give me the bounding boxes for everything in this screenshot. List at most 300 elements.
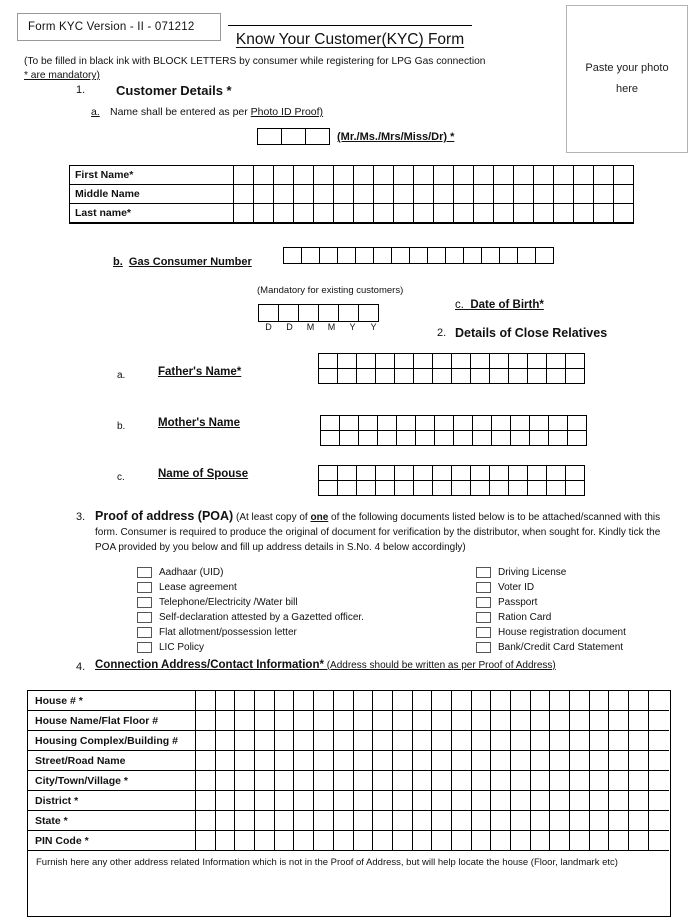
address-box[interactable] [472,771,492,791]
address-box[interactable] [393,751,413,771]
address-box[interactable] [294,731,314,751]
address-box[interactable] [334,731,354,751]
address-box[interactable] [196,711,216,731]
address-box[interactable] [432,711,452,731]
relative-name-box[interactable] [508,465,528,481]
address-box[interactable] [570,771,590,791]
name-box[interactable] [354,204,374,223]
poa-option-right[interactable] [476,625,626,640]
name-box[interactable] [514,166,534,185]
address-box[interactable] [354,831,374,851]
poa-option-left[interactable] [137,625,364,640]
address-box[interactable] [432,731,452,751]
name-box[interactable] [274,185,294,204]
address-box[interactable] [570,811,590,831]
name-box[interactable] [594,204,614,223]
address-box[interactable] [511,771,531,791]
relative-name-box[interactable] [413,465,433,481]
address-box[interactable] [472,751,492,771]
poa-option-right[interactable] [476,640,626,655]
gas-consumer-number-box[interactable] [517,247,536,264]
name-box[interactable] [234,204,254,223]
name-box[interactable] [314,204,334,223]
address-box[interactable] [649,691,669,711]
address-box[interactable] [413,831,433,851]
address-box[interactable] [491,691,511,711]
relative-name-box[interactable] [489,368,509,384]
address-box[interactable] [354,751,374,771]
address-box[interactable] [649,751,669,771]
address-box[interactable] [196,831,216,851]
date-of-birth-box[interactable] [358,304,379,322]
name-box[interactable] [394,166,414,185]
name-box[interactable] [314,185,334,204]
relative-name-box[interactable] [451,465,471,481]
relative-name-box[interactable] [432,465,452,481]
relative-name-box[interactable] [394,465,414,481]
relative-name-box[interactable] [508,368,528,384]
relative-name-box[interactable] [453,415,473,431]
address-box[interactable] [255,691,275,711]
date-of-birth-box[interactable] [338,304,359,322]
address-table-row-boxes[interactable] [196,771,669,791]
address-box[interactable] [609,751,629,771]
gas-consumer-number-box[interactable] [445,247,464,264]
name-box[interactable] [274,204,294,223]
address-box[interactable] [452,711,472,731]
address-table-row-boxes[interactable] [196,711,669,731]
name-box[interactable] [594,166,614,185]
relative-name-box[interactable] [413,480,433,496]
relative-name-box[interactable] [548,415,568,431]
address-box[interactable] [294,711,314,731]
checkbox-icon[interactable] [476,627,491,638]
address-box[interactable] [275,731,295,751]
address-box[interactable] [570,751,590,771]
gas-consumer-number-box[interactable] [427,247,446,264]
poa-option-left[interactable] [137,565,364,580]
address-box[interactable] [609,691,629,711]
relative-name-box[interactable] [377,415,397,431]
relative-name-box[interactable] [470,480,490,496]
address-box[interactable] [452,771,472,791]
relative-name-box[interactable] [415,415,435,431]
address-box[interactable] [511,791,531,811]
address-box[interactable] [472,711,492,731]
gas-consumer-number-box[interactable] [481,247,500,264]
address-box[interactable] [196,771,216,791]
relative-name-box[interactable] [567,415,587,431]
address-box[interactable] [314,751,334,771]
name-box[interactable] [454,166,474,185]
poa-option-left[interactable] [137,595,364,610]
relative-name-box[interactable] [508,480,528,496]
gas-consumer-number-box[interactable] [499,247,518,264]
address-box[interactable] [511,831,531,851]
address-box[interactable] [413,771,433,791]
address-box[interactable] [590,791,610,811]
relative-name-box[interactable] [510,430,530,446]
address-box[interactable] [629,751,649,771]
address-box[interactable] [472,831,492,851]
relative-name-box[interactable] [377,430,397,446]
relative-name-box[interactable] [396,430,416,446]
address-box[interactable] [590,771,610,791]
relative-name-box[interactable] [510,415,530,431]
address-box[interactable] [393,791,413,811]
name-box[interactable] [354,185,374,204]
relative-name-box[interactable] [318,465,338,481]
address-box[interactable] [216,711,236,731]
relative-name-box[interactable] [320,415,340,431]
checkbox-icon[interactable] [476,567,491,578]
address-box[interactable] [531,751,551,771]
name-table-row-boxes[interactable] [234,185,634,204]
name-box[interactable] [434,166,454,185]
relative-name-box[interactable] [413,368,433,384]
gas-consumer-number-box[interactable] [355,247,374,264]
address-box[interactable] [511,811,531,831]
address-box[interactable] [255,811,275,831]
address-table-row-boxes[interactable] [196,791,669,811]
name-box[interactable] [614,204,634,223]
relative-name-box[interactable] [567,430,587,446]
address-box[interactable] [294,811,314,831]
relative-name-box[interactable] [546,353,566,369]
relative-name-box[interactable] [337,465,357,481]
address-table-row-boxes[interactable] [196,691,669,711]
name-box[interactable] [594,185,614,204]
address-box[interactable] [550,831,570,851]
address-box[interactable] [590,711,610,731]
address-box[interactable] [255,791,275,811]
address-box[interactable] [314,831,334,851]
address-box[interactable] [491,751,511,771]
relative-name-box[interactable] [375,353,395,369]
relative-name-box[interactable] [375,480,395,496]
address-box[interactable] [196,731,216,751]
address-box[interactable] [491,731,511,751]
date-of-birth-boxes[interactable] [258,304,379,322]
address-box[interactable] [275,811,295,831]
address-box[interactable] [452,811,472,831]
checkbox-icon[interactable] [476,597,491,608]
relative-name-box[interactable] [318,368,338,384]
address-box[interactable] [314,711,334,731]
relative-name-box[interactable] [470,465,490,481]
address-box[interactable] [255,771,275,791]
relative-name-box[interactable] [394,353,414,369]
relative-name-box[interactable] [320,430,340,446]
address-box[interactable] [235,691,255,711]
gas-consumer-number-box[interactable] [319,247,338,264]
address-box[interactable] [452,791,472,811]
name-box[interactable] [554,185,574,204]
name-box[interactable] [414,204,434,223]
address-box[interactable] [629,691,649,711]
name-box[interactable] [614,185,634,204]
gas-consumer-number-box[interactable] [391,247,410,264]
name-box[interactable] [334,204,354,223]
name-box[interactable] [474,185,494,204]
address-box[interactable] [373,791,393,811]
name-box[interactable] [474,204,494,223]
gas-consumer-number-box[interactable] [373,247,392,264]
address-box[interactable] [531,811,551,831]
address-box[interactable] [294,691,314,711]
address-box[interactable] [649,811,669,831]
date-of-birth-box[interactable] [298,304,319,322]
gas-consumer-number-box[interactable] [337,247,356,264]
name-box[interactable] [474,166,494,185]
name-box[interactable] [374,185,394,204]
address-box[interactable] [235,831,255,851]
address-box[interactable] [413,811,433,831]
checkbox-icon[interactable] [137,597,152,608]
address-box[interactable] [550,791,570,811]
address-box[interactable] [649,711,669,731]
address-box[interactable] [550,731,570,751]
address-box[interactable] [531,831,551,851]
address-box[interactable] [235,771,255,791]
address-box[interactable] [314,731,334,751]
address-box[interactable] [491,831,511,851]
address-table-row-boxes[interactable] [196,731,669,751]
address-box[interactable] [354,711,374,731]
relative-name-box[interactable] [453,430,473,446]
address-box[interactable] [255,711,275,731]
poa-option-left[interactable] [137,580,364,595]
mother-name-boxes[interactable] [320,415,587,446]
address-box[interactable] [294,751,314,771]
address-box[interactable] [314,771,334,791]
relative-name-box[interactable] [434,415,454,431]
name-box[interactable] [374,166,394,185]
relative-name-box[interactable] [565,465,585,481]
address-box[interactable] [472,731,492,751]
relative-name-box[interactable] [527,480,547,496]
address-box[interactable] [432,751,452,771]
father-name-boxes[interactable] [318,353,585,384]
address-footer-note[interactable]: Furnish here any other address related Information which is not in the Proof of Address, but will help locate the house (Floor, landmark etc) [36,857,618,868]
address-box[interactable] [609,711,629,731]
name-box[interactable] [614,166,634,185]
address-box[interactable] [472,691,492,711]
name-box[interactable] [274,166,294,185]
address-box[interactable] [275,791,295,811]
address-box[interactable] [649,731,669,751]
address-box[interactable] [570,711,590,731]
address-box[interactable] [393,771,413,791]
address-box[interactable] [275,711,295,731]
name-box[interactable] [394,204,414,223]
address-box[interactable] [334,711,354,731]
relative-name-box[interactable] [451,480,471,496]
checkbox-icon[interactable] [137,582,152,593]
address-box[interactable] [334,691,354,711]
address-box[interactable] [393,711,413,731]
checkbox-icon[interactable] [137,612,152,623]
address-box[interactable] [550,711,570,731]
checkbox-icon[interactable] [476,642,491,653]
address-box[interactable] [491,711,511,731]
address-box[interactable] [354,791,374,811]
relative-name-box[interactable] [394,480,414,496]
address-box[interactable] [314,791,334,811]
relative-name-box[interactable] [546,465,566,481]
address-box[interactable] [629,731,649,751]
relative-name-box[interactable] [318,480,338,496]
address-box[interactable] [609,831,629,851]
address-box[interactable] [531,691,551,711]
relative-name-box[interactable] [432,353,452,369]
relative-name-box[interactable] [434,430,454,446]
gas-consumer-number-box[interactable] [283,247,302,264]
address-box[interactable] [196,691,216,711]
relative-name-box[interactable] [548,430,568,446]
address-box[interactable] [491,791,511,811]
address-box[interactable] [649,831,669,851]
address-table-row-boxes[interactable] [196,751,669,771]
name-table-row-boxes[interactable] [234,166,634,185]
address-box[interactable] [432,691,452,711]
address-box[interactable] [393,731,413,751]
address-box[interactable] [550,771,570,791]
address-box[interactable] [373,731,393,751]
address-box[interactable] [531,791,551,811]
address-box[interactable] [216,771,236,791]
poa-option-right[interactable] [476,580,626,595]
relative-name-box[interactable] [565,480,585,496]
relative-name-box[interactable] [356,368,376,384]
name-box[interactable] [314,166,334,185]
checkbox-icon[interactable] [476,582,491,593]
address-box[interactable] [550,751,570,771]
name-box[interactable] [534,204,554,223]
address-box[interactable] [354,691,374,711]
address-box[interactable] [275,751,295,771]
address-box[interactable] [334,771,354,791]
name-box[interactable] [534,185,554,204]
relative-name-box[interactable] [565,353,585,369]
address-box[interactable] [235,791,255,811]
address-box[interactable] [629,791,649,811]
relative-name-box[interactable] [396,415,416,431]
name-box[interactable] [414,166,434,185]
address-box[interactable] [216,811,236,831]
address-box[interactable] [432,771,452,791]
address-box[interactable] [294,831,314,851]
address-box[interactable] [531,731,551,751]
address-box[interactable] [452,691,472,711]
address-box[interactable] [196,791,216,811]
name-box[interactable] [494,185,514,204]
relative-name-box[interactable] [356,480,376,496]
name-box[interactable] [334,166,354,185]
address-box[interactable] [275,691,295,711]
name-box[interactable] [514,204,534,223]
address-box[interactable] [570,691,590,711]
relative-name-box[interactable] [337,353,357,369]
address-box[interactable] [413,731,433,751]
poa-option-right[interactable] [476,610,626,625]
name-box[interactable] [294,185,314,204]
address-box[interactable] [472,791,492,811]
address-box[interactable] [216,731,236,751]
address-box[interactable] [590,691,610,711]
relative-name-box[interactable] [375,368,395,384]
name-box[interactable] [454,204,474,223]
address-box[interactable] [649,791,669,811]
address-box[interactable] [373,771,393,791]
address-box[interactable] [432,791,452,811]
name-box[interactable] [414,185,434,204]
address-box[interactable] [354,811,374,831]
address-box[interactable] [413,751,433,771]
address-box[interactable] [570,731,590,751]
relative-name-box[interactable] [472,430,492,446]
name-box[interactable] [254,185,274,204]
address-box[interactable] [570,831,590,851]
relative-name-box[interactable] [565,368,585,384]
name-box[interactable] [434,204,454,223]
name-box[interactable] [294,204,314,223]
address-box[interactable] [511,711,531,731]
spouse-name-boxes[interactable] [318,465,585,496]
address-box[interactable] [491,811,511,831]
name-box[interactable] [494,204,514,223]
address-box[interactable] [235,751,255,771]
relative-name-box[interactable] [337,480,357,496]
address-box[interactable] [590,731,610,751]
relative-name-box[interactable] [415,430,435,446]
address-box[interactable] [629,771,649,791]
relative-name-box[interactable] [470,353,490,369]
address-box[interactable] [373,751,393,771]
address-box[interactable] [432,811,452,831]
address-box[interactable] [196,751,216,771]
address-box[interactable] [629,711,649,731]
address-box[interactable] [334,751,354,771]
address-box[interactable] [491,771,511,791]
address-box[interactable] [314,691,334,711]
name-box[interactable] [554,204,574,223]
address-box[interactable] [472,811,492,831]
address-box[interactable] [452,831,472,851]
relative-name-box[interactable] [546,480,566,496]
name-box[interactable] [374,204,394,223]
address-box[interactable] [511,751,531,771]
address-box[interactable] [609,791,629,811]
address-box[interactable] [294,771,314,791]
relative-name-box[interactable] [491,430,511,446]
address-box[interactable] [413,791,433,811]
checkbox-icon[interactable] [137,567,152,578]
gas-consumer-number-box[interactable] [463,247,482,264]
relative-name-box[interactable] [489,353,509,369]
name-box[interactable] [574,185,594,204]
address-box[interactable] [570,791,590,811]
address-box[interactable] [550,811,570,831]
relative-name-box[interactable] [546,368,566,384]
address-box[interactable] [334,831,354,851]
name-box[interactable] [394,185,414,204]
relative-name-box[interactable] [527,368,547,384]
name-box[interactable] [574,166,594,185]
name-box[interactable] [234,166,254,185]
salutation-box[interactable] [305,128,330,145]
relative-name-box[interactable] [358,415,378,431]
